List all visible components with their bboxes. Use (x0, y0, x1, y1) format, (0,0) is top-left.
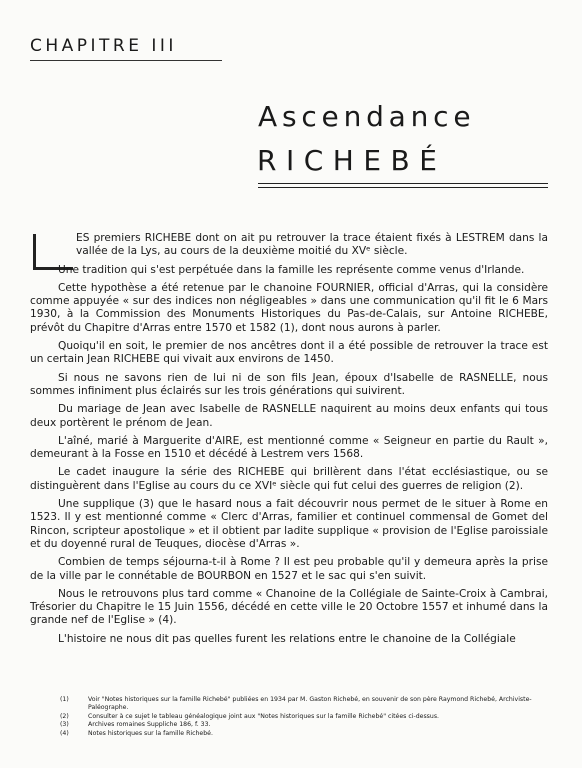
footnote-text: Archives romaines Suppliche 186, f. 33. (88, 721, 211, 729)
footnote (60, 730, 548, 738)
footnote-text: Voir "Notes historiques sur la famille Richebé" publiées en 1934 par M. Gaston Richebé, en souvenir de son père Raymond Richebé, Archiviste-Paléographe. (88, 696, 532, 712)
title-rule-bottom (258, 187, 548, 188)
title-line-2: RICHEBÉ (257, 144, 447, 177)
paragraph: Quoiqu'il en soit, le premier de nos ancêtres dont il a été possible de retrouver la trace est un certain Jean RICHEBE qui vivait aux environs de 1450. (30, 340, 548, 366)
paragraph: L'histoire ne nous dit pas quelles furent les relations entre le chanoine de la Collégiale (58, 632, 516, 645)
paragraph: ES premiers RICHEBE dont on ait pu retrouver la trace étaient fixés à LESTREM dans la vallée de la Lys, au cours de la deuxième moitié du XVᵉ siècle. (76, 232, 548, 258)
body-text (30, 232, 548, 651)
footnote (60, 721, 548, 729)
footnote-number: (3) (60, 721, 69, 729)
paragraph: Combien de temps séjourna-t-il à Rome ? Il est peu probable qu'il y demeura après la prise de la ville par le connétable de BOURBON en 1527 et le sac qui s'en suivit. (30, 556, 548, 582)
paragraph: Une supplique (3) que le hasard nous a fait découvrir nous permet de le situer à Rome en 1523. Il y est mentionné comme « Clerc d'Arras, familier et continuel commensal de Gomet del Rincon, scripteur apostolique » et il obtient par ladite supplique « provision de l'Eglise paroissiale et du doyenné rural de Teuques, diocèse d'Arras ». (30, 498, 548, 550)
footnote-text: Consulter à ce sujet le tableau généalogique joint aux "Notes historiques sur la famille Richebé" citées ci-dessus. (88, 712, 440, 720)
footnote-text: Notes historiques sur la famille Richebé. (88, 729, 213, 737)
title-line-1: Ascendance (258, 100, 476, 133)
footnote-number: (4) (60, 729, 69, 737)
chapter-underline (30, 60, 222, 61)
title-rule-top (258, 183, 548, 184)
footnote (60, 713, 548, 721)
paragraph: L'aîné, marié à Marguerite d'AIRE, est mentionné comme « Seigneur en partie du Rault », demeurant à la Fosse en 1510 et décédé à Lestrem vers 1568. (30, 434, 548, 461)
paragraph: Si nous ne savons rien de lui ni de son fils Jean, époux d'Isabelle de RASNELLE, nous sommes infiniment plus éclairés sur les trois générations qui suivirent. (30, 371, 548, 397)
paragraph: Du mariage de Jean avec Isabelle de RASNELLE naquirent au moins deux enfants qui tous deux portèrent le prénom de Jean. (30, 403, 548, 429)
paragraph: Une tradition qui s'est perpétuée dans la famille les représente comme venus d'Irlande. (58, 263, 525, 276)
paragraph: Nous le retrouvons plus tard comme « Chanoine de la Collégiale de Sainte-Croix à Cambrai, Trésorier du Chapitre le 15 Juin 1556, décédé en cette ville le 20 Octobre 1557 et inhumé dans la grande nef de l'Eglise » (4). (30, 587, 548, 627)
footnote-number: (1) (60, 696, 69, 703)
paragraph: Cette hypothèse a été retenue par le chanoine FOURNIER, official d'Arras, qui la considère comme appuyée « sur des indices non négligeables » dans une communication qu'il fit le 6 Mars 1930, à la Commission des Monuments Historiques du Pas-de-Calais, sur Antoine RICHEBE, prévôt du Chapitre d'Arras entre 1570 et 1582 (1), dont nous aurons à parler. (30, 281, 548, 334)
chapter-heading: CHAPITRE III (30, 36, 177, 56)
paragraph: Le cadet inaugure la série des RICHEBE qui brillèrent dans l'état ecclésiastique, ou se distinguèrent dans l'Eglise au cours du ce XVIᵉ siècle qui fut celui des guerres de religion (2). (30, 466, 548, 492)
footnote-number: (2) (60, 712, 69, 720)
footnotes (60, 696, 548, 738)
footnote (60, 696, 548, 713)
